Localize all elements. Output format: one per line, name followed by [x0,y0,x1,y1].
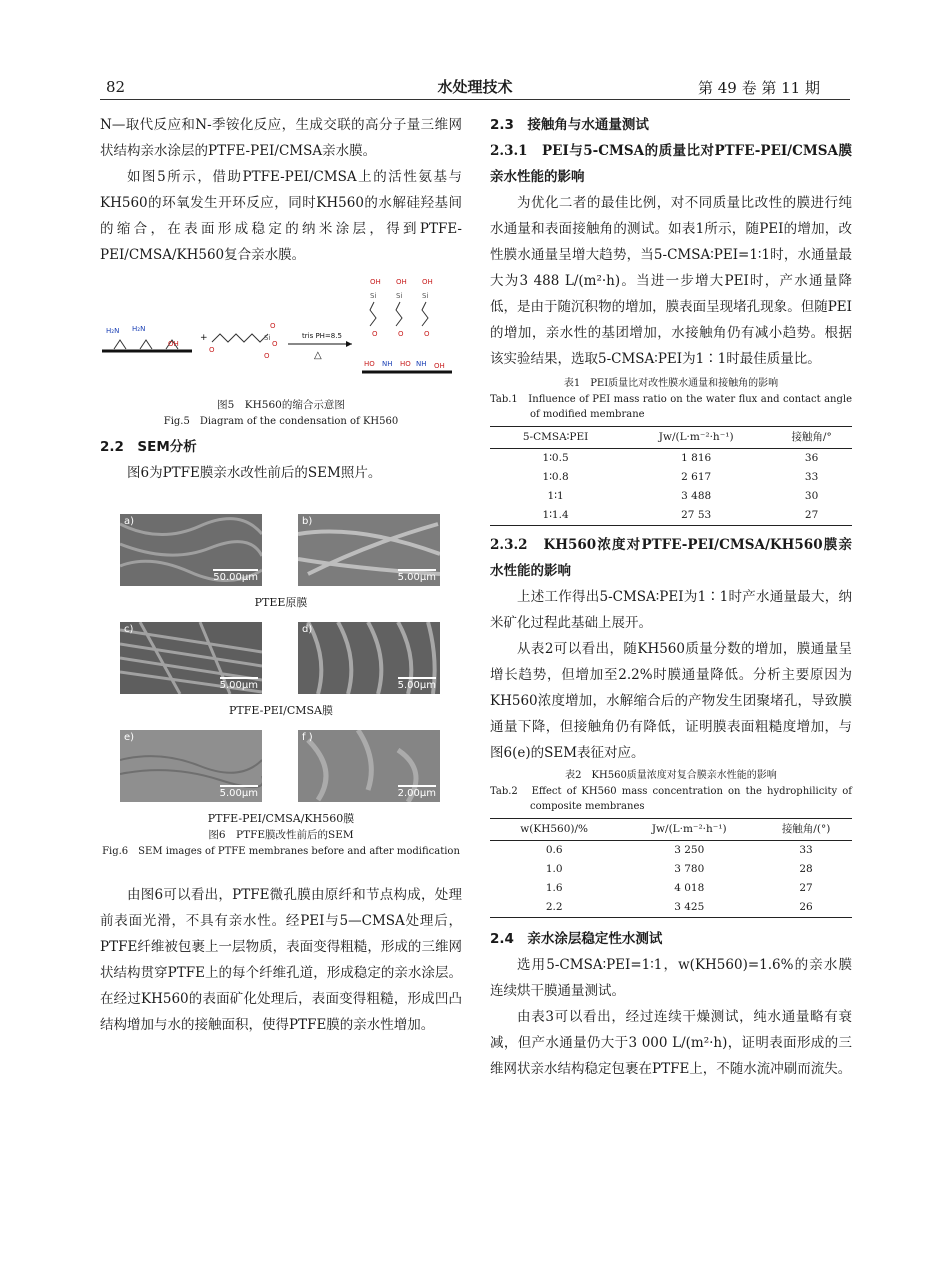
paragraph: N—取代反应和N-季铵化反应，生成交联的高分子量三维网状结构亲水涂层的PTFE-PEI/CMSA亲水膜。 [100,117,462,159]
table-row [490,506,852,526]
silicon-label: Si [422,292,429,300]
table-cell: 33 [799,844,813,856]
hydroxyl-label: OH [396,278,407,286]
paragraph: 从表2可以看出，随KH560质量分数的增加，膜通量呈增长趋势，但增加至2.2%时膜通量降低。分析主要原因为KH560浓度增加，水解缩合后的产物发生团聚堵孔，导致膜通量下降，但接触角仍有降低，证明膜表面粗糙度增加，与图6(e)的SEM表征对应。 [490,641,852,761]
panel-tag: c) [124,624,134,635]
table-cell: 36 [804,452,819,464]
table-cell: 3 425 [618,898,760,918]
table-cell: 1.6 [545,882,563,894]
figure-5-caption-en: Fig.5 Diagram of the condensation of KH560 [163,416,399,427]
table-cell: 3 488 [681,490,712,502]
table-cell: 30 [804,490,819,502]
hydroxyl-label: OH [422,278,433,286]
subsection-heading: 2.3.1 PEI与5-CMSA的质量比对PTFE-PEI/CMSA膜亲水性能的影响 [490,143,852,185]
table-header: w(KH560)/% [490,819,618,841]
table-1 [490,426,852,526]
table-cell: 2.2 [490,898,618,918]
table-cell: 2 617 [681,471,712,483]
sem-image-a [120,514,262,586]
paragraph: 图6为PTFE膜亲水改性前后的SEM照片。 [127,465,382,481]
paragraph: 选用5-CMSA∶PEI=1∶1，w(KH560)=1.6%的亲水膜连续烘干膜通量测试。 [490,957,852,999]
table-cell: 1∶0.8 [542,471,569,483]
sem-image-c [120,622,262,694]
panel-tag: d) [302,624,313,635]
journal-title: 水处理技术 [437,78,513,96]
amine-label: H₂N [132,325,146,333]
amine-label: NH [382,360,393,368]
sem-row-label: PTEE原膜 [254,596,308,609]
hydroxyl-label: OH [434,362,445,370]
table-row [490,449,852,469]
paragraph: 由图6可以看出，PTFE微孔膜由原纤和节点构成，处理前表面光滑，不具有亲水性。经PEI与5—CMSA处理后，PTFE纤维被包裹上一层物质，表面变得粗糙，形成的三维网状结构贯穿PTFE上的每个纤维孔道，形成稳定的亲水涂层。在经过KH560的表面矿化处理后，表面变得粗糙，形成凹凸结构增加与水的接触面积，使得PTFE膜的亲水性增加。 [100,887,462,1033]
figure-6-caption: 图6 PTFE膜改性前后的SEM [208,829,354,841]
table-cell: 1∶1 [547,490,564,502]
panel-tag: f ) [302,732,313,743]
paragraph: 为优化二者的最佳比例，对不同质量比改性的膜进行纯水通量和表面接触角的测试。如表1所示，随PEI的增加，改性膜水通量呈增大趋势，当5-CMSA∶PEI=1∶1时，水通量最大为3 488 L/(m²·h)。当进一步增大PEI时，产水通量降低，是由于随沉积物的增加，膜表面呈现堵孔现象。但随PEI的增加，亲水性的基团增加，水接触角仍有减小趋势。根据该实验结果，选取5-CMSA∶PEI为1∶1时最佳质量比。 [490,195,852,367]
paragraph: 由表3可以看出，经过连续干燥测试，纯水通量略有衰减，但产水通量仍大于3 000 L/(m²·h)，证明表面形成的三维网状亲水结构稳定包裹在PTFE上，不随水流冲刷而流失。 [490,1009,852,1077]
table-cell: 1.0 [545,863,563,875]
paragraph: 上述工作得出5-CMSA∶PEI为1∶1时产水通量最大，纳米矿化过程此基础上展开。 [490,589,852,631]
panel-tag: e) [124,732,135,743]
section-heading: 2.2 SEM分析 [100,439,197,455]
table-2-caption-en: Tab.2 Effect of KH560 mass concentration on the hydrophilicity of composite membranes [490,786,852,812]
figure-5-schematic [100,276,462,396]
table-header: 接触角/° [771,427,852,449]
oxygen-label: O [398,330,404,338]
table-cell: 27 [799,882,813,894]
table-row [490,487,852,506]
sem-image-f [298,730,440,802]
right-column [490,112,852,1082]
figure-6-caption-en: Fig.6 SEM images of PTFE membranes before and after modification [102,846,460,857]
paragraph: 如图5所示，借助PTFE-PEI/CMSA上的活性氨基与KH560的环氧发生开环反应，同时KH560的水解硅羟基间的缩合，在表面形成稳定的纳米涂层，得到PTFE-PEI/CMSA/KH560复合亲水膜。 [100,169,462,263]
sem-row-label: PTFE-PEI/CMSA/KH560膜 [207,812,355,825]
table-cell: 3 250 [674,844,705,856]
scale-bar: 5.00μm [398,677,436,692]
page-header [100,76,850,100]
table-cell: 27 [771,506,852,526]
heat-symbol: △ [314,350,322,361]
subsection-heading: 2.3.2 KH560浓度对PTFE-PEI/CMSA/KH560膜亲水性能的影响 [490,537,852,579]
reaction-condition: tris PH=8.5 [302,332,342,340]
table-cell: 26 [760,898,852,918]
table-cell: 28 [799,863,813,875]
table-row [490,860,852,879]
panel-tag: b) [302,516,313,527]
table-header: 接触角/(°) [760,819,852,841]
oxygen-label: O [270,322,276,330]
table-cell: 27 53 [621,506,771,526]
section-heading: 2.4 亲水涂层稳定性水测试 [490,931,663,947]
silicon-label: Si [264,334,271,342]
oxygen-label: O [424,330,430,338]
table-row [490,898,852,918]
scale-bar: 50.00μm [213,569,258,584]
scale-bar: 2.00μm [398,785,436,800]
hydroxyl-label: OH [370,278,381,286]
condensation-diagram [100,276,462,396]
figure-6-sem-grid [100,492,462,880]
hydroxyl-label: OH [168,340,179,348]
table-cell: 1 816 [681,452,712,464]
table-1-caption: 表1 PEI质量比对改性膜水通量和接触角的影响 [563,378,779,389]
table-2-caption: 表2 KH560质量浓度对复合膜亲水性能的影响 [565,770,777,781]
left-column [100,112,462,1038]
sem-image-b [298,514,440,586]
table-cell: 0.6 [545,844,563,856]
section-heading: 2.3 接触角与水通量测试 [490,117,649,133]
table-row [490,468,852,487]
sem-image-d [298,622,440,694]
scale-bar: 5.00μm [220,785,258,800]
hydroxyl-label: HO [364,360,375,368]
table-header: 5-CMSA∶PEI [490,427,621,449]
oxygen-label: O [264,352,270,360]
table-2 [490,818,852,918]
table-cell: 3 780 [674,863,705,875]
oxygen-label: O [272,340,278,348]
table-cell: 1∶1.4 [490,506,621,526]
table-1-caption-en: Tab.1 Influence of PEI mass ratio on the water flux and contact angle of modified membrane [490,394,852,420]
table-cell: 4 018 [674,882,705,894]
oxygen-label: O [372,330,378,338]
scale-bar: 5.00μm [398,569,436,584]
issue-label: 第 49 卷 第 11 期 [697,79,820,97]
table-row [490,841,852,861]
plus-sign: + [200,333,208,343]
table-cell: 33 [804,471,819,483]
page-number: 82 [106,78,126,96]
silicon-label: Si [396,292,403,300]
silicon-label: Si [370,292,377,300]
scale-bar: 5.00μm [220,677,258,692]
amine-label: H₂N [106,327,120,335]
table-cell: 1∶0.5 [542,452,569,464]
sem-row-label: PTFE-PEI/CMSA膜 [229,704,333,717]
table-header: Jw/(L·m⁻²·h⁻¹) [621,427,771,449]
table-header: Jw/(L·m⁻²·h⁻¹) [618,819,760,841]
panel-tag: a) [124,516,135,527]
sem-image-e [120,730,262,802]
amine-label: NH [416,360,427,368]
hydroxyl-label: HO [400,360,411,368]
oxygen-label: O [209,346,215,354]
table-row [490,879,852,898]
figure-5-caption: 图5 KH560的缩合示意图 [217,399,345,411]
